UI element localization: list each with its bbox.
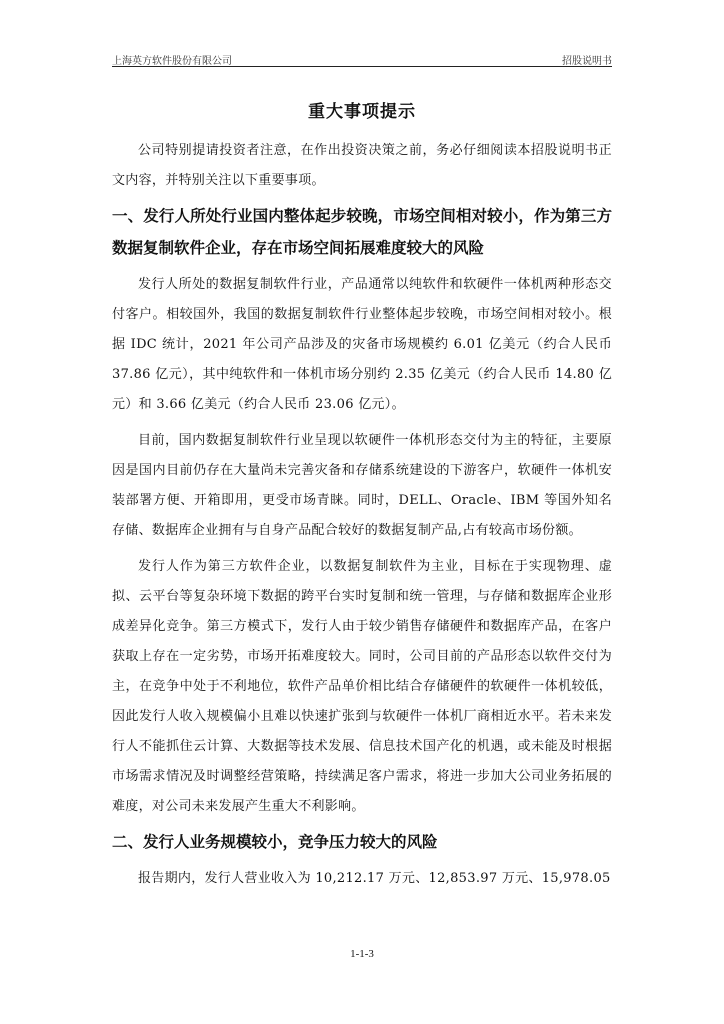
section-2-heading: 二、发行人业务规模较小，竞争压力较大的风险 xyxy=(112,833,438,851)
section-1-paragraph-3: 发行人作为第三方软件企业，以数据复制软件为主业，目标在于实现物理、虚拟、云平台等复杂环境下数据的跨平台实时复制和统一管理，与存储和数据库企业形成差异化竞争。第三方模式下，发行人由于较少销售存储硬件和数据库产品，在客户获取上存在一定劣势，市场开拓难度较大。同时，公司目前的产品形态以软件交付为主，在竞争中处于不利地位，软件产品单价相比结合存储硬件的软硬件一体机较低，因此发行人收入规模偏小且难以快速扩张到与软硬件一体机厂商相近水平。若未来发行人不能抓住云计算、大数据等技术发展、信息技术国产化的机遇，或未能及时根据市场需求情况及时调整经营策略，持续满足客户需求，将进一步加大公司业务拓展的难度，对公司未来发展产生重大不利影响。 xyxy=(112,559,612,814)
header-company: 上海英方软件股份有限公司 xyxy=(112,56,232,67)
header-doc-type: 招股说明书 xyxy=(562,56,612,67)
page-number: 1-1-3 xyxy=(350,948,374,960)
section-1-paragraph-2: 目前，国内数据复制软件行业呈现以软硬件一体机形态交付为主的特征，主要原因是国内目前仍存在大量尚未完善灾备和存储系统建设的下游客户，软硬件一体机安装部署方便、开箱即用，更受市场青睐。同时，DELL、Oracle、IBM 等国外知名存储、数据库企业拥有与自身产品配合较好的数据复制产品,占有较高市场份额。 xyxy=(112,433,612,538)
section-1-paragraph-1: 发行人所处的数据复制软件行业，产品通常以纯软件和软硬件一体机两种形态交付客户。相较国外，我国的数据复制软件行业整体起步较晚，市场空间相对较小。根据 IDC 统计，2021 年公司产品涉及的灾备市场规模约 6.01 亿美元（约合人民币 37.86 亿元），其中纯软件和一体机市场分别约 2.35 亿美元（约合人民币 14.80 亿元）和 3.66 亿美元（约合人民币 23.06 亿元）。 xyxy=(112,277,612,412)
document-body xyxy=(112,136,612,894)
section-1-heading: 一、发行人所处行业国内整体起步较晚，市场空间相对较小，作为第三方数据复制软件企业，存在市场空间拓展难度较大的风险 xyxy=(112,207,612,257)
page-title: 重大事项提示 xyxy=(308,102,416,122)
section-2-paragraph-1: 报告期内，发行人营业收入为 10,212.17 万元、12,853.97 万元、15,978.05 xyxy=(138,871,611,886)
intro-paragraph: 公司特别提请投资者注意，在作出投资决策之前，务必仔细阅读本招股说明书正文内容，并特别关注以下重要事项。 xyxy=(112,143,612,188)
header-divider xyxy=(112,66,612,67)
